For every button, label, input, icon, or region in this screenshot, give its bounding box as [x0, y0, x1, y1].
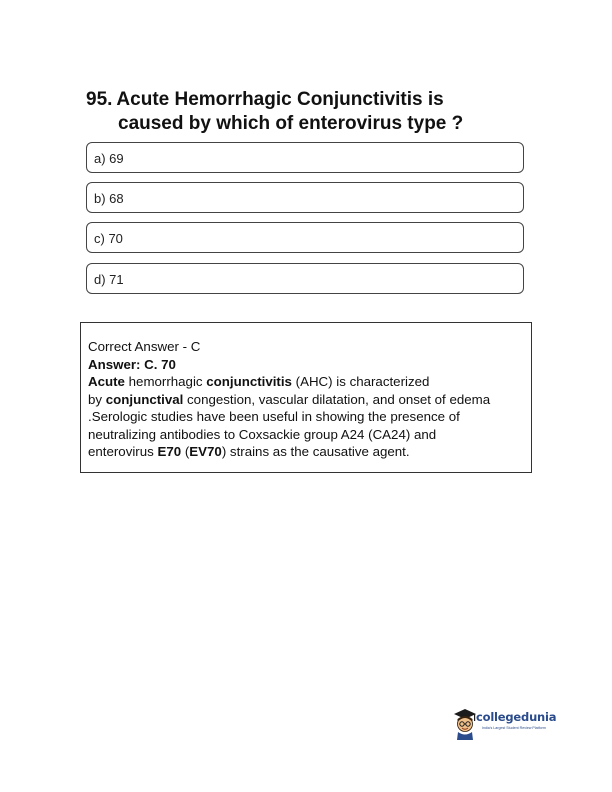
- explanation-text: (AHC) is characterized: [291, 374, 430, 389]
- logo-name: collegedunia: [476, 710, 557, 724]
- explanation-text: (: [181, 444, 190, 459]
- question-text: [86, 88, 536, 136]
- explanation-line-3: .Serologic studies have been useful in showing the presence of: [88, 409, 460, 424]
- option-b[interactable]: b) 68: [86, 182, 524, 213]
- explanation-text: ) strains as the causative agent.: [221, 444, 410, 459]
- question-number: 95.: [86, 89, 113, 110]
- option-d[interactable]: d) 71: [86, 263, 524, 294]
- answer-box: [80, 322, 532, 473]
- explanation-text: congestion, vascular dilatation, and onset of edema: [183, 391, 491, 407]
- graduate-mascot-icon: [452, 706, 478, 740]
- explanation-bold: Acute: [88, 374, 125, 389]
- question-line-2: caused by which of enterovirus type ?: [118, 113, 464, 134]
- option-a[interactable]: a) 69: [86, 142, 524, 173]
- explanation-line-1: [88, 373, 525, 391]
- explanation-text: by: [88, 391, 106, 407]
- collegedunia-logo: [452, 706, 572, 742]
- explanation-text: hemorrhagic: [124, 374, 207, 389]
- option-c[interactable]: c) 70: [86, 222, 524, 253]
- explanation-bold: conjunctival: [105, 391, 184, 407]
- explanation-line-2: [88, 391, 525, 409]
- correct-answer-line: Correct Answer - C: [88, 339, 201, 354]
- explanation-bold: E70: [157, 444, 182, 459]
- question-line-1: Acute Hemorrhagic Conjunctivitis is: [116, 89, 444, 110]
- explanation-bold: EV70: [189, 444, 222, 459]
- logo-tagline: India's Largest Student Review Platform: [482, 726, 546, 730]
- explanation-bold: conjunctivitis: [206, 374, 292, 389]
- explanation-text: enterovirus: [88, 444, 158, 459]
- explanation-line-5: [88, 443, 525, 461]
- explanation-line-4: neutralizing antibodies to Coxsackie group A24 (CA24) and: [88, 426, 437, 442]
- answer-line: Answer: C. 70: [88, 356, 176, 372]
